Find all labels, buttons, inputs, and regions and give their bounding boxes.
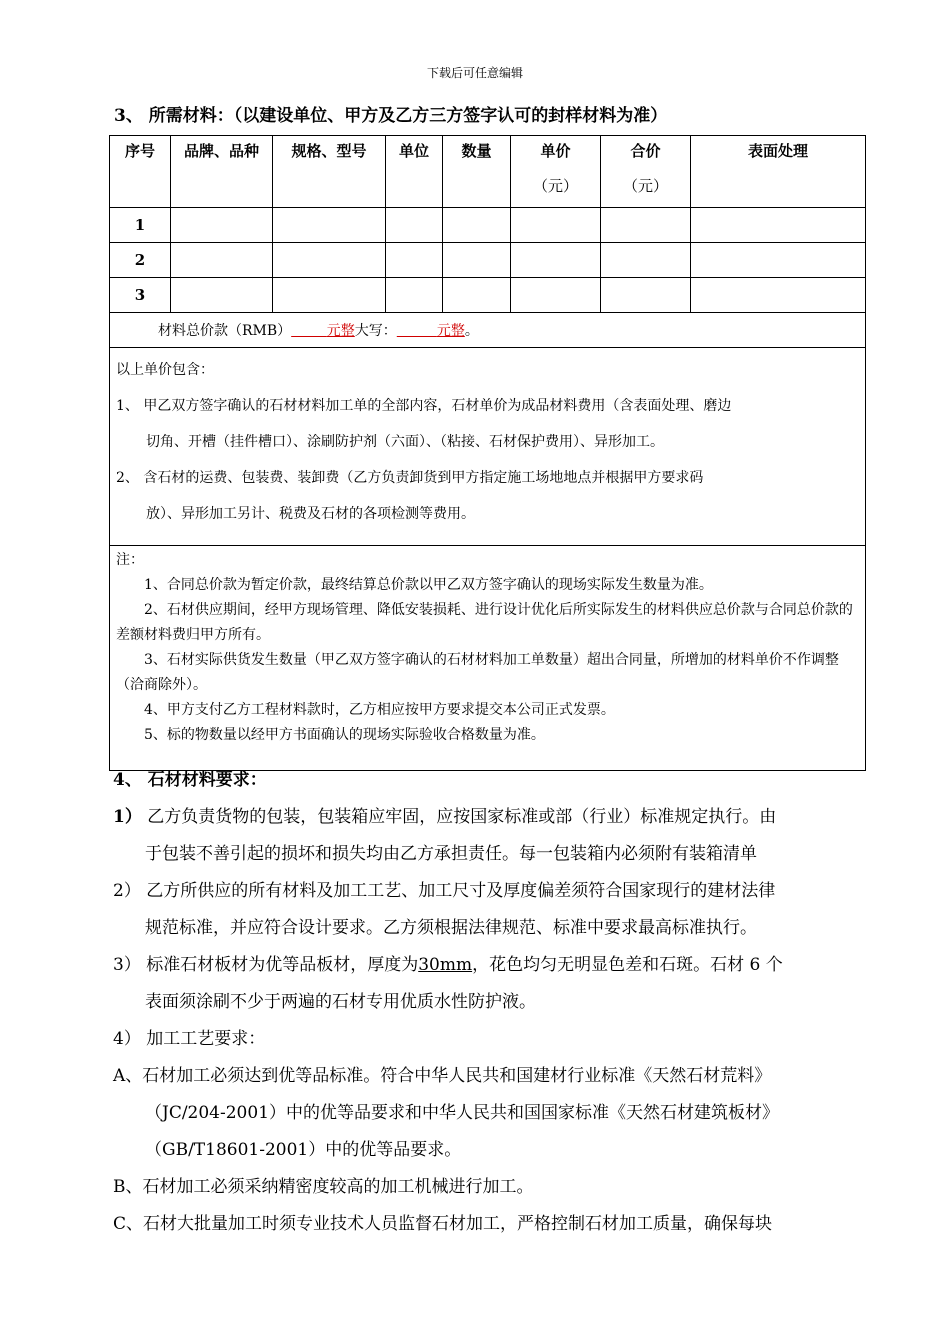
requirement-c: C、石材大批量加工时须专业技术人员监督石材加工，严格控制石材加工质量，确保每块 (113, 1214, 773, 1234)
table-row (110, 278, 866, 313)
row-number: 2 (110, 243, 171, 278)
section4-title: 4、 石材材料要求： (113, 770, 267, 790)
header-cell: 合价 （元） (601, 136, 691, 208)
unit-price-includes-row (110, 348, 866, 546)
table-row (110, 208, 866, 243)
header-cell: 单位 (386, 136, 443, 208)
header-cell: 品牌、品种 (171, 136, 273, 208)
notes-cell: 注： 1、合同总价款为暂定价款，最终结算总价款以甲乙双方签字确认的现场实际发生数量为准。 2、石材供应期间，经甲方现场管理、降低安装损耗、进行设计优化后所实际发生的材料供应总价款与合同总价款的差额材料费归甲方所有。 3、石材实际供货发生数量（甲乙双方签字确认的石材材料加工单数量）超出合同量，所增加的材料单价不作调整（洽商除外）。 4、甲方支付乙方工程材料款时，乙方相应按甲方要求提交本公司正式发票。 5、标的物数量以经甲方书面确认的现场实际验收合格数量为准。 (110, 546, 866, 771)
unit-price-includes-cell: 以上单价包含： 1、 甲乙双方签字确认的石材材料加工单的全部内容，石材单价为成品材料费用（含表面处理、磨边 切角、开槽（挂件槽口）、涂刷防护剂（六面）、（粘接、石材保护费用）、异形加工。 2、 含石材的运费、包装费、装卸费（乙方负责卸货到甲方指定施工场地地点并根据甲方要求码 放）、异形加工另计、税费及石材的各项检测等费用。 (110, 348, 866, 546)
section3-title: 3、 所需材料：（以建设单位、甲方及乙方三方签字认可的封样材料为准） (114, 106, 668, 126)
header-cell: 序号 (110, 136, 171, 208)
requirement-2: 2） 乙方所供应的所有材料及加工工艺、加工尺寸及厚度偏差须符合国家现行的建材法律 (113, 881, 776, 901)
total-price-cell: 材料总价款（RMB） 元整大写： 元整。 (110, 313, 866, 348)
row-number: 3 (110, 278, 171, 313)
table-header-row (110, 136, 866, 208)
materials-table (109, 135, 866, 771)
requirement-4: 4） 加工工艺要求： (113, 1029, 266, 1049)
table-row (110, 243, 866, 278)
header-cell: 单价 （元） (511, 136, 601, 208)
requirement-1: 1） 乙方负责货物的包装，包装箱应牢固，应按国家标准或部（行业）标准规定执行。由 (113, 807, 777, 827)
requirement-a: A、石材加工必须达到优等品标准。符合中华人民共和国建材行业标准《天然石材荒料》 (113, 1066, 772, 1086)
header-note: 下载后可任意编辑 (426, 66, 523, 80)
header-cell: 数量 (443, 136, 511, 208)
header-cell: 表面处理 (691, 136, 866, 208)
requirement-3: 3） 标准石材板材为优等品板材，厚度为30mm，花色均匀无明显色差和石斑。石材 6 个 (113, 955, 783, 975)
total-row (110, 313, 866, 348)
row-number: 1 (110, 208, 171, 243)
section4: 4、 石材材料要求： 1） 乙方负责货物的包装，包装箱应牢固，应按国家标准或部（行业）标准规定执行。由 于包装不善引起的损坏和损失均由乙方承担责任。每一包装箱内必须附有装箱清单 2） 乙方所供应的所有材料及加工工艺、加工尺寸及厚度偏差须符合国家现行的建材法律 规范标准，并应符合设计要求。乙方须根据法律规范、标准中要求最高标准执行。 3） 标准石材板材为优等品板材，厚度为30mm，花色均匀无明显色差和石斑。石材 6 个 表面须涂刷不少于两遍的石材专用优质水性防护液。 4） 加工工艺要求： A、石材加工必须达到优等品标准。符合中华人民共和国建材行业标准《天然石材荒料》 （JC/204-2001）中的优等品要求和中华人民共和国国家标准《天然石材建筑板材》 （GB/T18601-2001）中的优等品要求。 B、石材加工必须采纳精密度较高的加工机械进行加工。 C、石材大批量加工时须专业技术人员监督石材加工，严格控制石材加工质量，确保每块 (113, 762, 858, 1243)
header-cell: 规格、型号 (273, 136, 386, 208)
notes-row (110, 546, 866, 771)
requirement-b: B、石材加工必须采纳精密度较高的加工机械进行加工。 (113, 1177, 534, 1197)
